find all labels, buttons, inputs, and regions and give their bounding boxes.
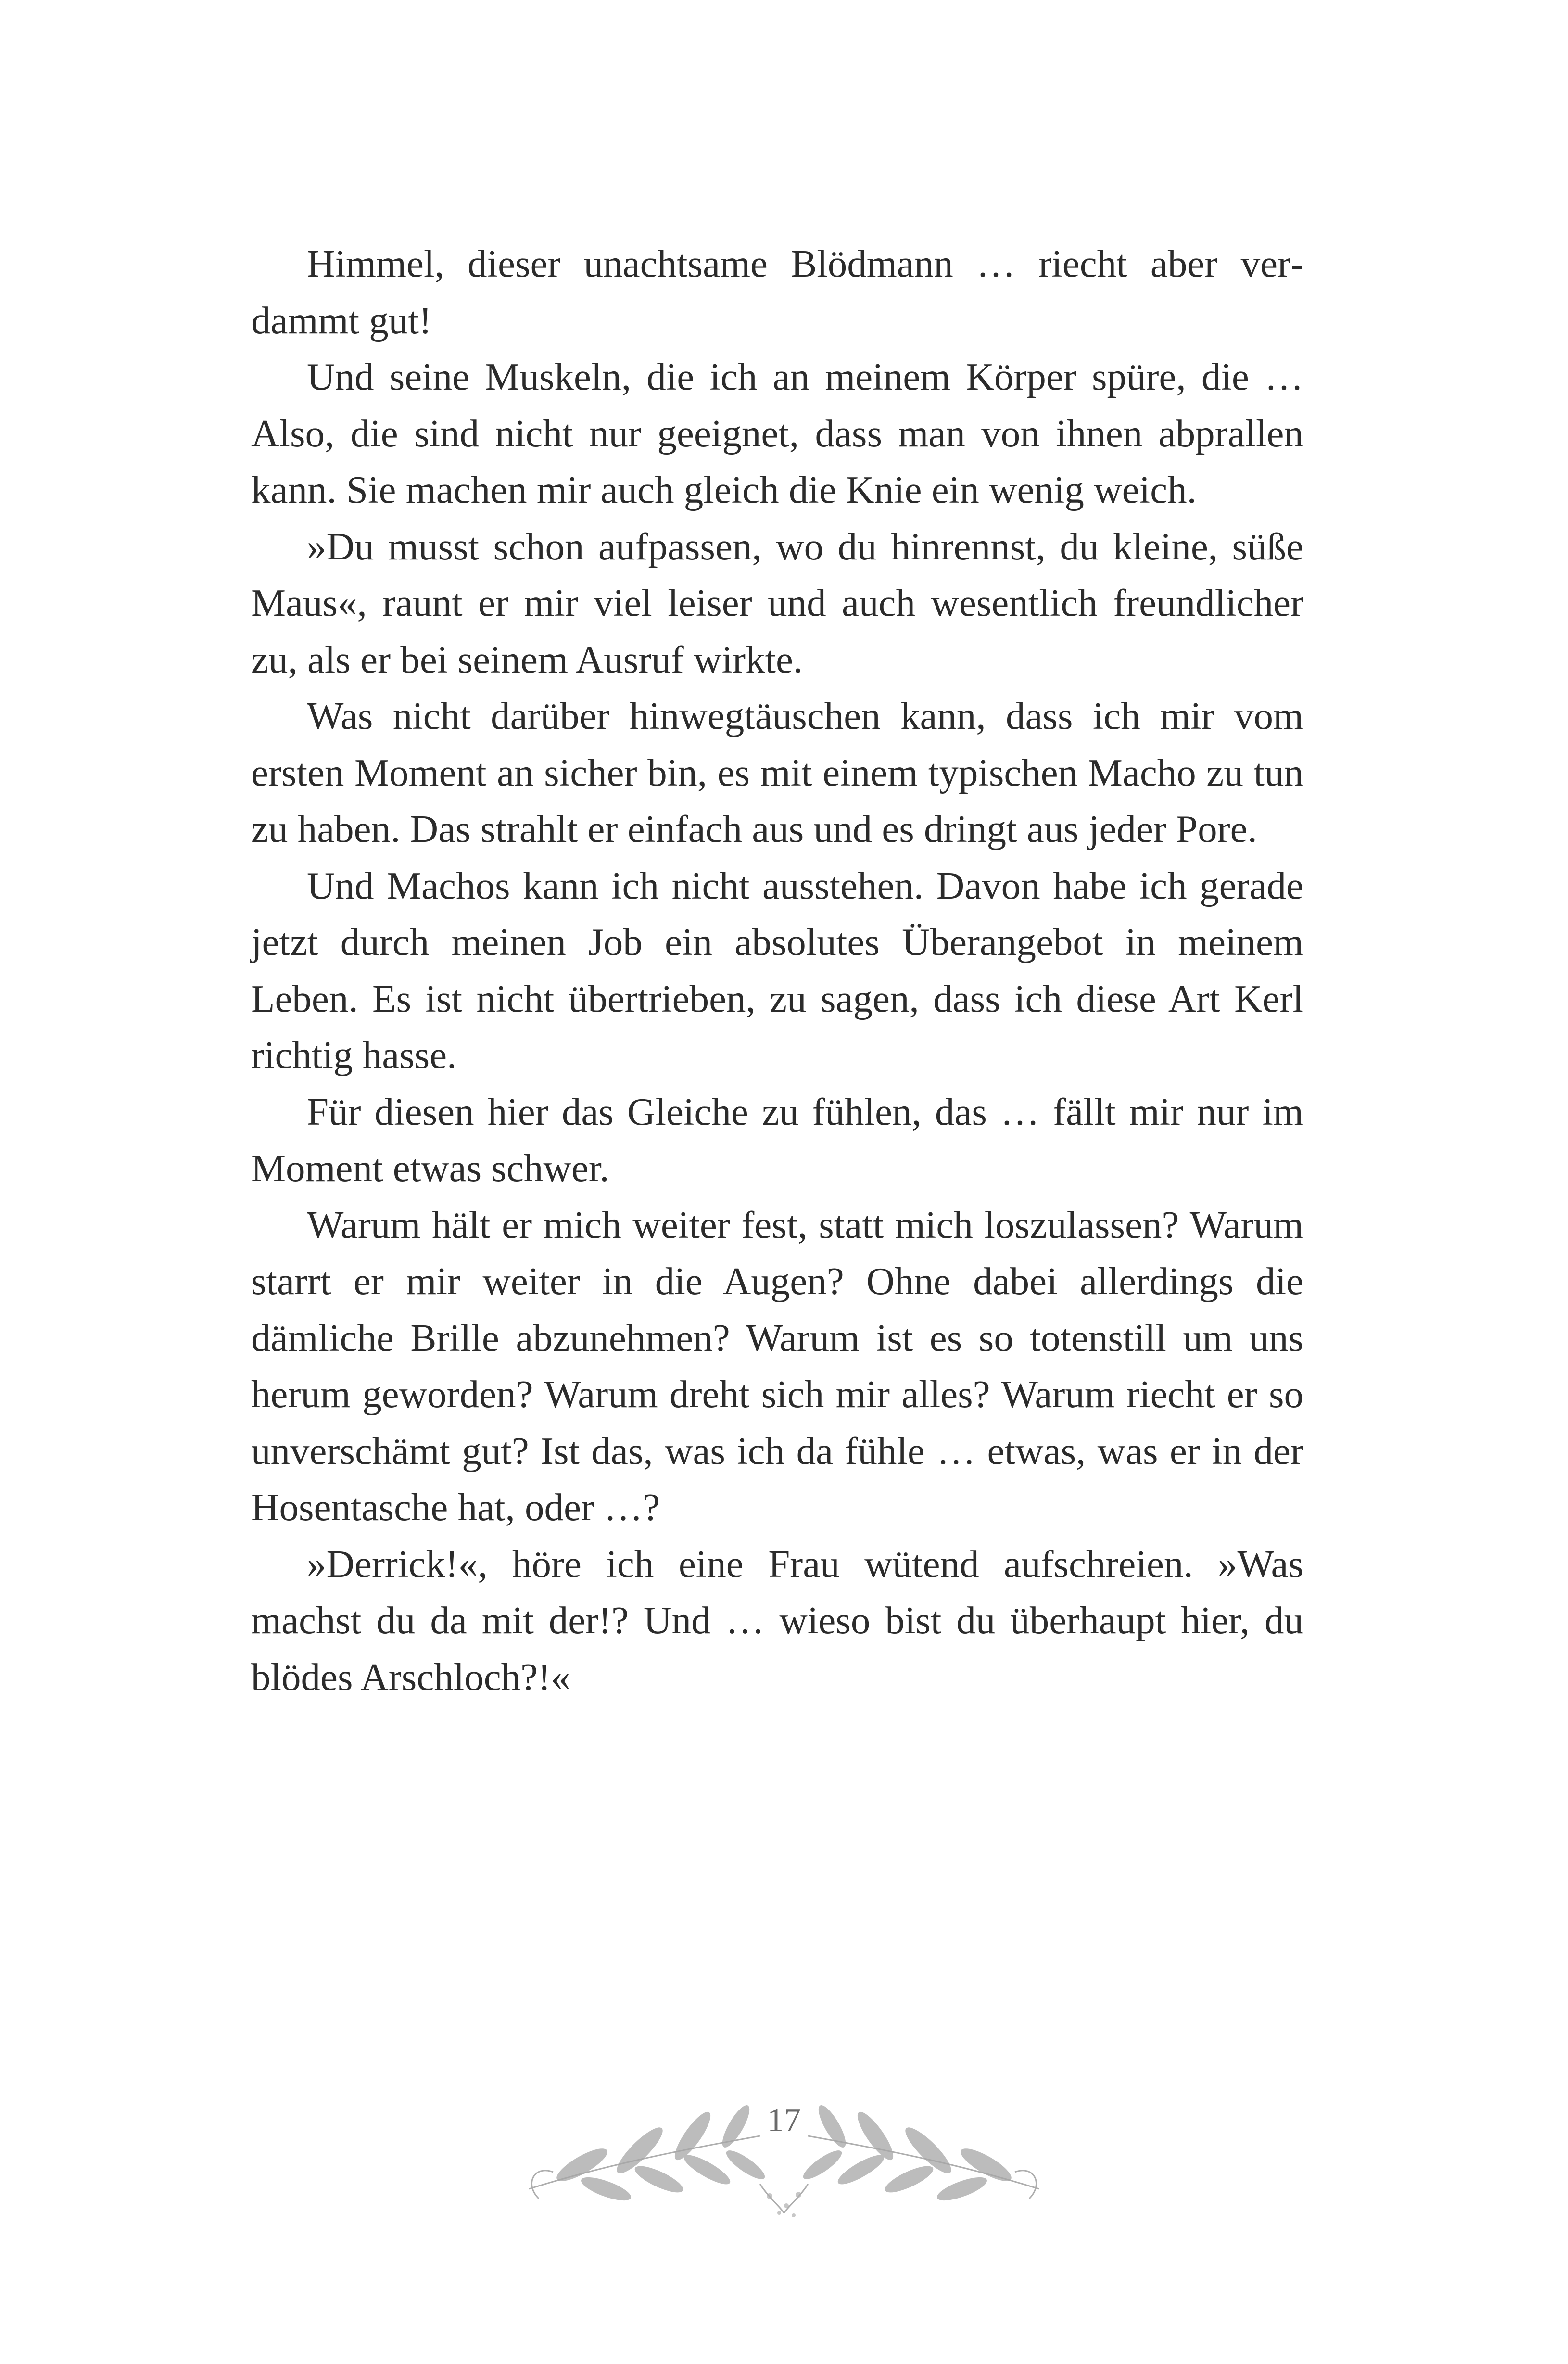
paragraph: Warum hält er mich weiter fest, statt mich loszulassen? Warum starrt er mir weiter in die Augen? Ohne dabei allerdings die dämliche Brille abzunehmen? Warum ist es so totenstill um uns herum geworden? Warum dreht sich mir alles? Warum riecht er so unverschämt gut? Ist das, was ich da fühle … etwas, was er in der Hosentasche hat, oder …? [251,1203,1303,1529]
paragraph: »Du musst schon aufpassen, wo du hinrennst, du kleine, süße Maus«, raunt er mir viel leiser und auch wesentlich freundlicher zu, als er bei seinem Ausruf wirkte. [251,524,1303,681]
page-number: 17 [767,2102,801,2139]
paragraph: »Derrick!«, höre ich eine Frau wütend aufschreien. »Was machst du da mit der!? Und … wieso bist du überhaupt hier, du blödes Arschloch?!« [251,1542,1303,1699]
laurel-branch-icon [510,2069,1058,2223]
paragraph: Was nicht darüber hinwegtäuschen kann, dass ich mir vom ersten Moment an sicher bin, es mit einem typischen Macho zu tun zu haben. Das strahlt er einfach aus und es dringt aus jeder Pore. [251,694,1303,851]
paragraph: Himmel, dieser unachtsame Blödmann … riecht aber verdammt gut! [251,242,1303,342]
body-text [251,236,1303,1705]
paragraph: Und seine Muskeln, die ich an meinem Körper spüre, die … Also, die sind nicht nur geeignet, dass man von ihnen abprallen kann. Sie machen mir auch gleich die Knie ein wenig weich. [251,355,1303,511]
paragraph: Für diesen hier das Gleiche zu fühlen, das … fällt mir nur im Moment etwas schwer. [251,1090,1303,1190]
paragraph: Und Machos kann ich nicht ausstehen. Davon habe ich gerade jetzt durch meinen Job ein absolutes Überangebot in meinem Leben. Es ist nicht übertrieben, zu sagen, dass ich diese Art Kerl richtig hasse. [251,864,1303,1077]
